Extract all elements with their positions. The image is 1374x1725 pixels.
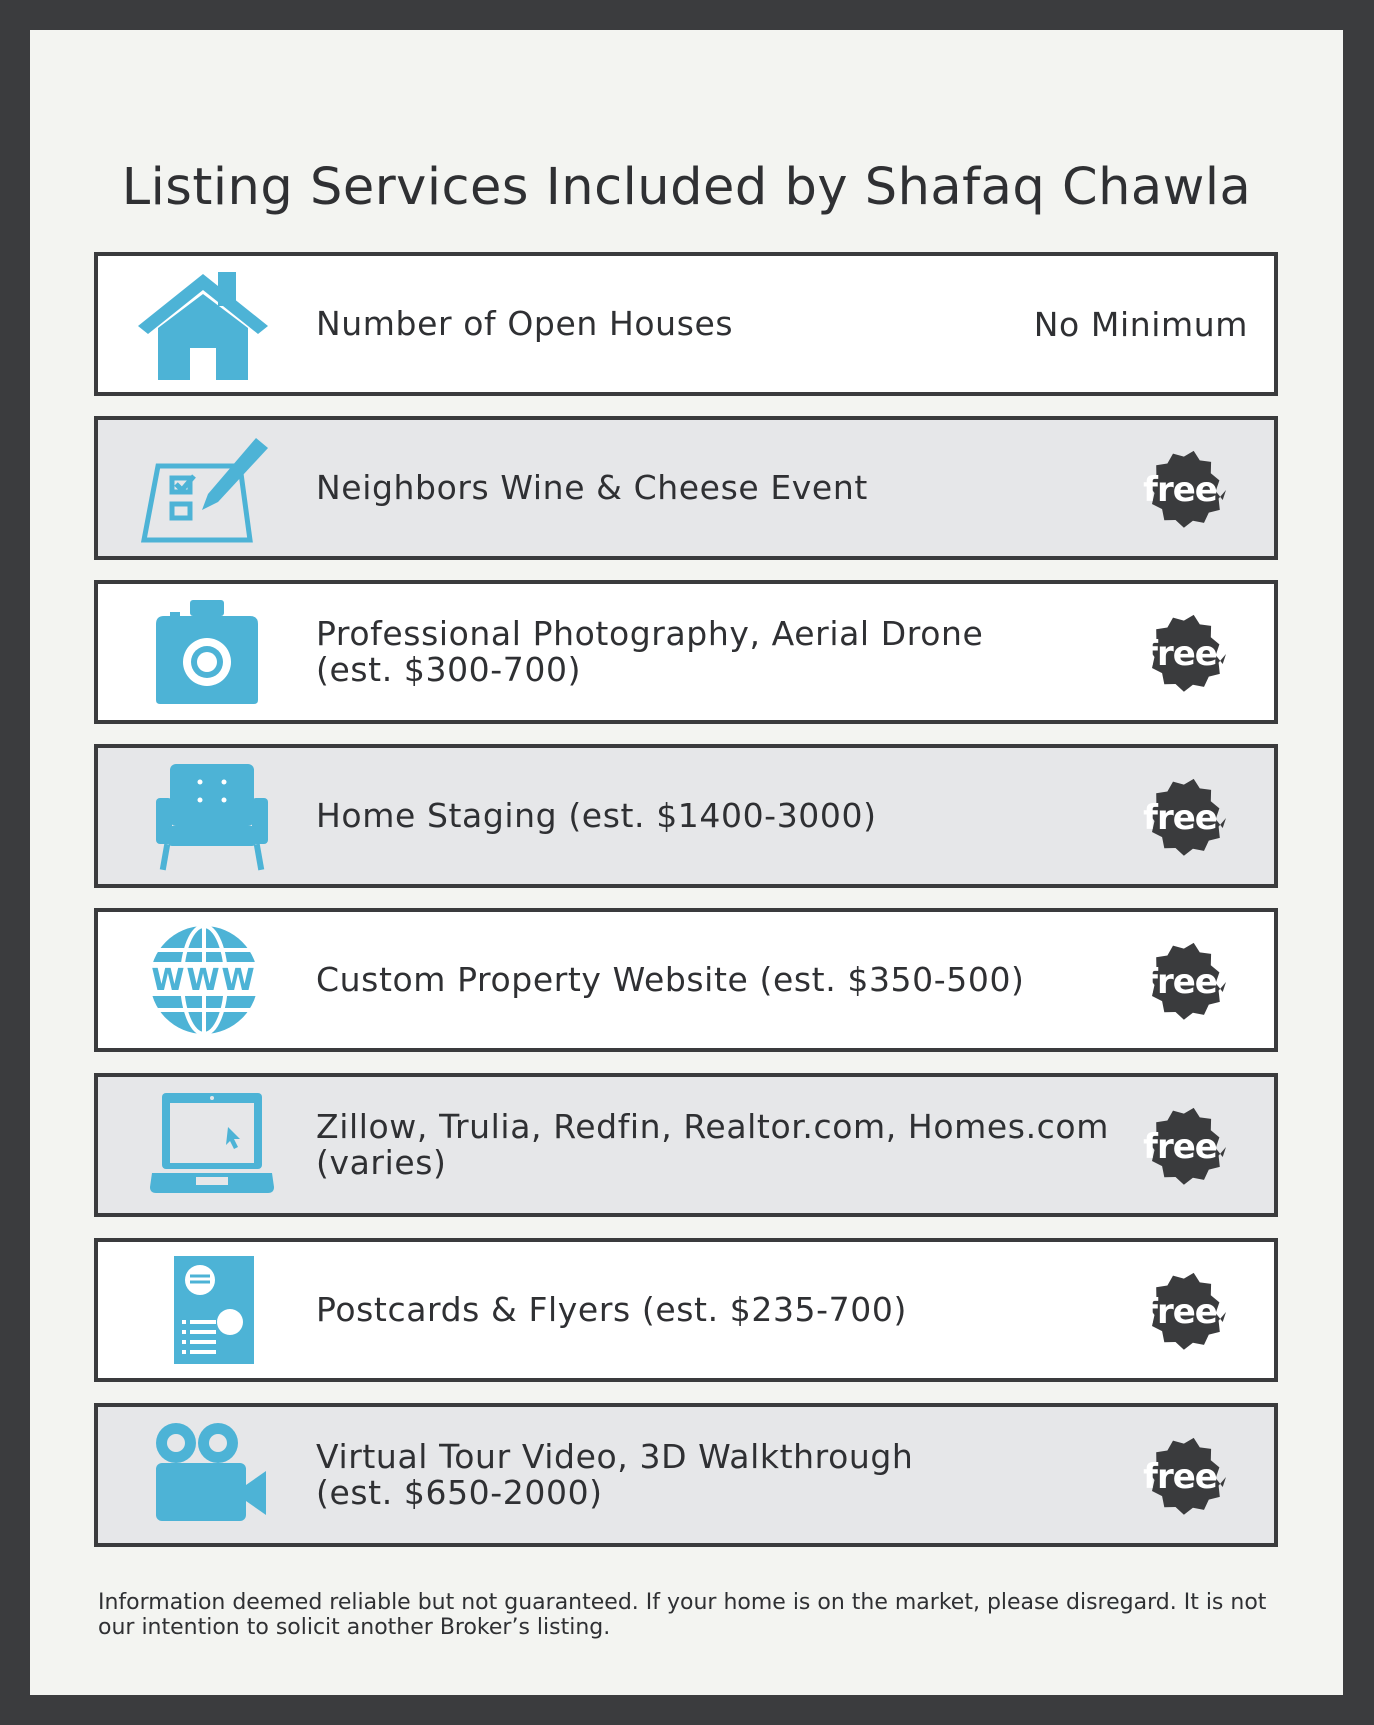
svg-text:WWW: WWW: [151, 963, 257, 998]
service-label: Home Staging (est. $1400-3000): [316, 796, 877, 835]
free-badge-label: free: [1143, 470, 1217, 510]
service-row-wine-cheese: [94, 416, 1278, 560]
service-row-virtual-tour: [94, 1403, 1278, 1547]
free-badge-label: free: [1143, 1127, 1217, 1167]
service-label: Number of Open Houses: [316, 304, 734, 343]
checklist-pencil-icon: [128, 432, 278, 544]
service-label-secondary: (varies): [316, 1143, 447, 1182]
free-badge: [1128, 1260, 1232, 1364]
free-badge: [1128, 930, 1232, 1034]
service-label-secondary: (est. $300-700): [316, 650, 582, 689]
camera-icon: [128, 596, 278, 708]
service-row-photography: [94, 580, 1278, 724]
service-row-open-houses: [94, 252, 1278, 396]
service-row-portals: [94, 1073, 1278, 1217]
service-row-website: [94, 908, 1278, 1052]
service-row-staging: [94, 744, 1278, 888]
free-badge: [1128, 1095, 1232, 1199]
flyer-icon: [128, 1254, 278, 1366]
service-label: Virtual Tour Video, 3D Walkthrough: [316, 1437, 914, 1476]
www-globe-icon: [128, 924, 278, 1036]
service-label: Neighbors Wine & Cheese Event: [316, 468, 868, 507]
house-icon: [128, 268, 278, 380]
free-badge: [1128, 438, 1232, 542]
service-label: Postcards & Flyers (est. $235-700): [316, 1290, 907, 1329]
free-badge-label: free: [1143, 962, 1217, 1002]
video-camera-icon: [128, 1419, 278, 1531]
free-badge: [1128, 602, 1232, 706]
service-label-secondary: (est. $650-2000): [316, 1473, 603, 1512]
service-label: Custom Property Website (est. $350-500): [316, 960, 1025, 999]
service-value: No Minimum: [1033, 304, 1248, 344]
listing-services-sheet: [30, 30, 1343, 1695]
page-title: Listing Services Included by Shafaq Chawla: [121, 158, 1252, 217]
service-row-postcards: [94, 1238, 1278, 1382]
free-badge: [1128, 1425, 1232, 1529]
free-badge-label: free: [1143, 1457, 1217, 1497]
free-badge-label: free: [1143, 798, 1217, 838]
free-badge-label: free: [1143, 1292, 1217, 1332]
free-badge-label: free: [1143, 634, 1217, 674]
laptop-icon: [128, 1089, 278, 1201]
disclaimer-text: Information deemed reliable but not guaranteed. If your home is on the market, please disregard. It is not our intention to solicit another Broker’s listing.: [98, 1590, 1267, 1640]
service-label: Professional Photography, Aerial Drone: [316, 614, 984, 653]
free-badge: [1128, 766, 1232, 870]
armchair-icon: [128, 760, 278, 872]
service-label: Zillow, Trulia, Redfin, Realtor.com, Homes.com: [316, 1107, 1109, 1146]
